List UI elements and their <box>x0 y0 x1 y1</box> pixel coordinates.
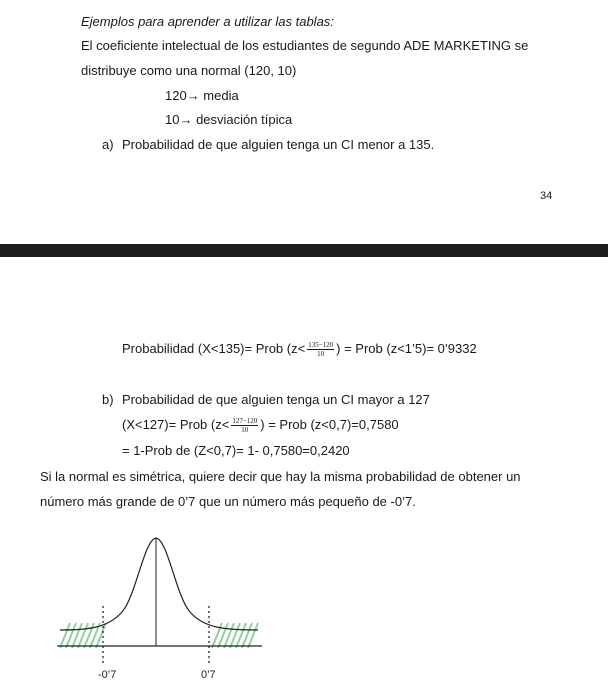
left-cutoff-label: -0’7 <box>98 669 117 681</box>
right-hatch <box>212 623 258 648</box>
calc-a-suffix: ) = Prob (z<1’5)= 0’9332 <box>336 341 477 356</box>
page-number: 34 <box>540 190 553 202</box>
mean-item: 120→ media <box>165 88 239 103</box>
calc-a-fraction-denominator: 10 <box>317 350 325 359</box>
calc-b1-fraction-numerator: 127−120 <box>232 417 258 426</box>
normal-curve <box>60 538 258 630</box>
calc-b-line-2: = 1-Prob de (Z<0,7)= 1- 0,7580=0,2420 <box>122 443 350 458</box>
intro-line-2: distribuye como una normal (120, 10) <box>81 63 297 78</box>
calc-b1-fraction-denominator: 10 <box>241 426 249 435</box>
symmetry-line-1: Si la normal es simétrica, quiere decir que hay la misma probabilidad de obtener un <box>40 469 521 484</box>
intro-line-1: El coeficiente intelectual de los estudiantes de segundo ADE MARKETING se <box>81 38 529 53</box>
question-a-marker: a) <box>102 137 114 152</box>
right-cutoff-label: 0’7 <box>201 669 216 681</box>
calc-a-fraction-numerator: 135−120 <box>308 341 334 350</box>
question-b-marker: b) <box>102 392 114 407</box>
calc-b1-suffix: ) = Prob (z<0,7)=0,7580 <box>260 417 399 432</box>
example-heading: Ejemplos para aprender a utilizar las tablas: <box>81 14 334 29</box>
symmetry-line-2: número más grande de 0’7 que un número más pequeño de -0’7. <box>40 494 416 509</box>
question-a-text: Probabilidad de que alguien tenga un CI menor a 135. <box>122 137 435 152</box>
calc-a-prefix: Probabilidad (X<135)= Prob (z< <box>122 341 306 356</box>
question-b-text: Probabilidad de que alguien tenga un CI mayor a 127 <box>122 392 430 407</box>
calc-b1-prefix: (X<127)= Prob (z< <box>122 417 230 432</box>
sd-item: 10→ desviación típica <box>165 112 293 127</box>
